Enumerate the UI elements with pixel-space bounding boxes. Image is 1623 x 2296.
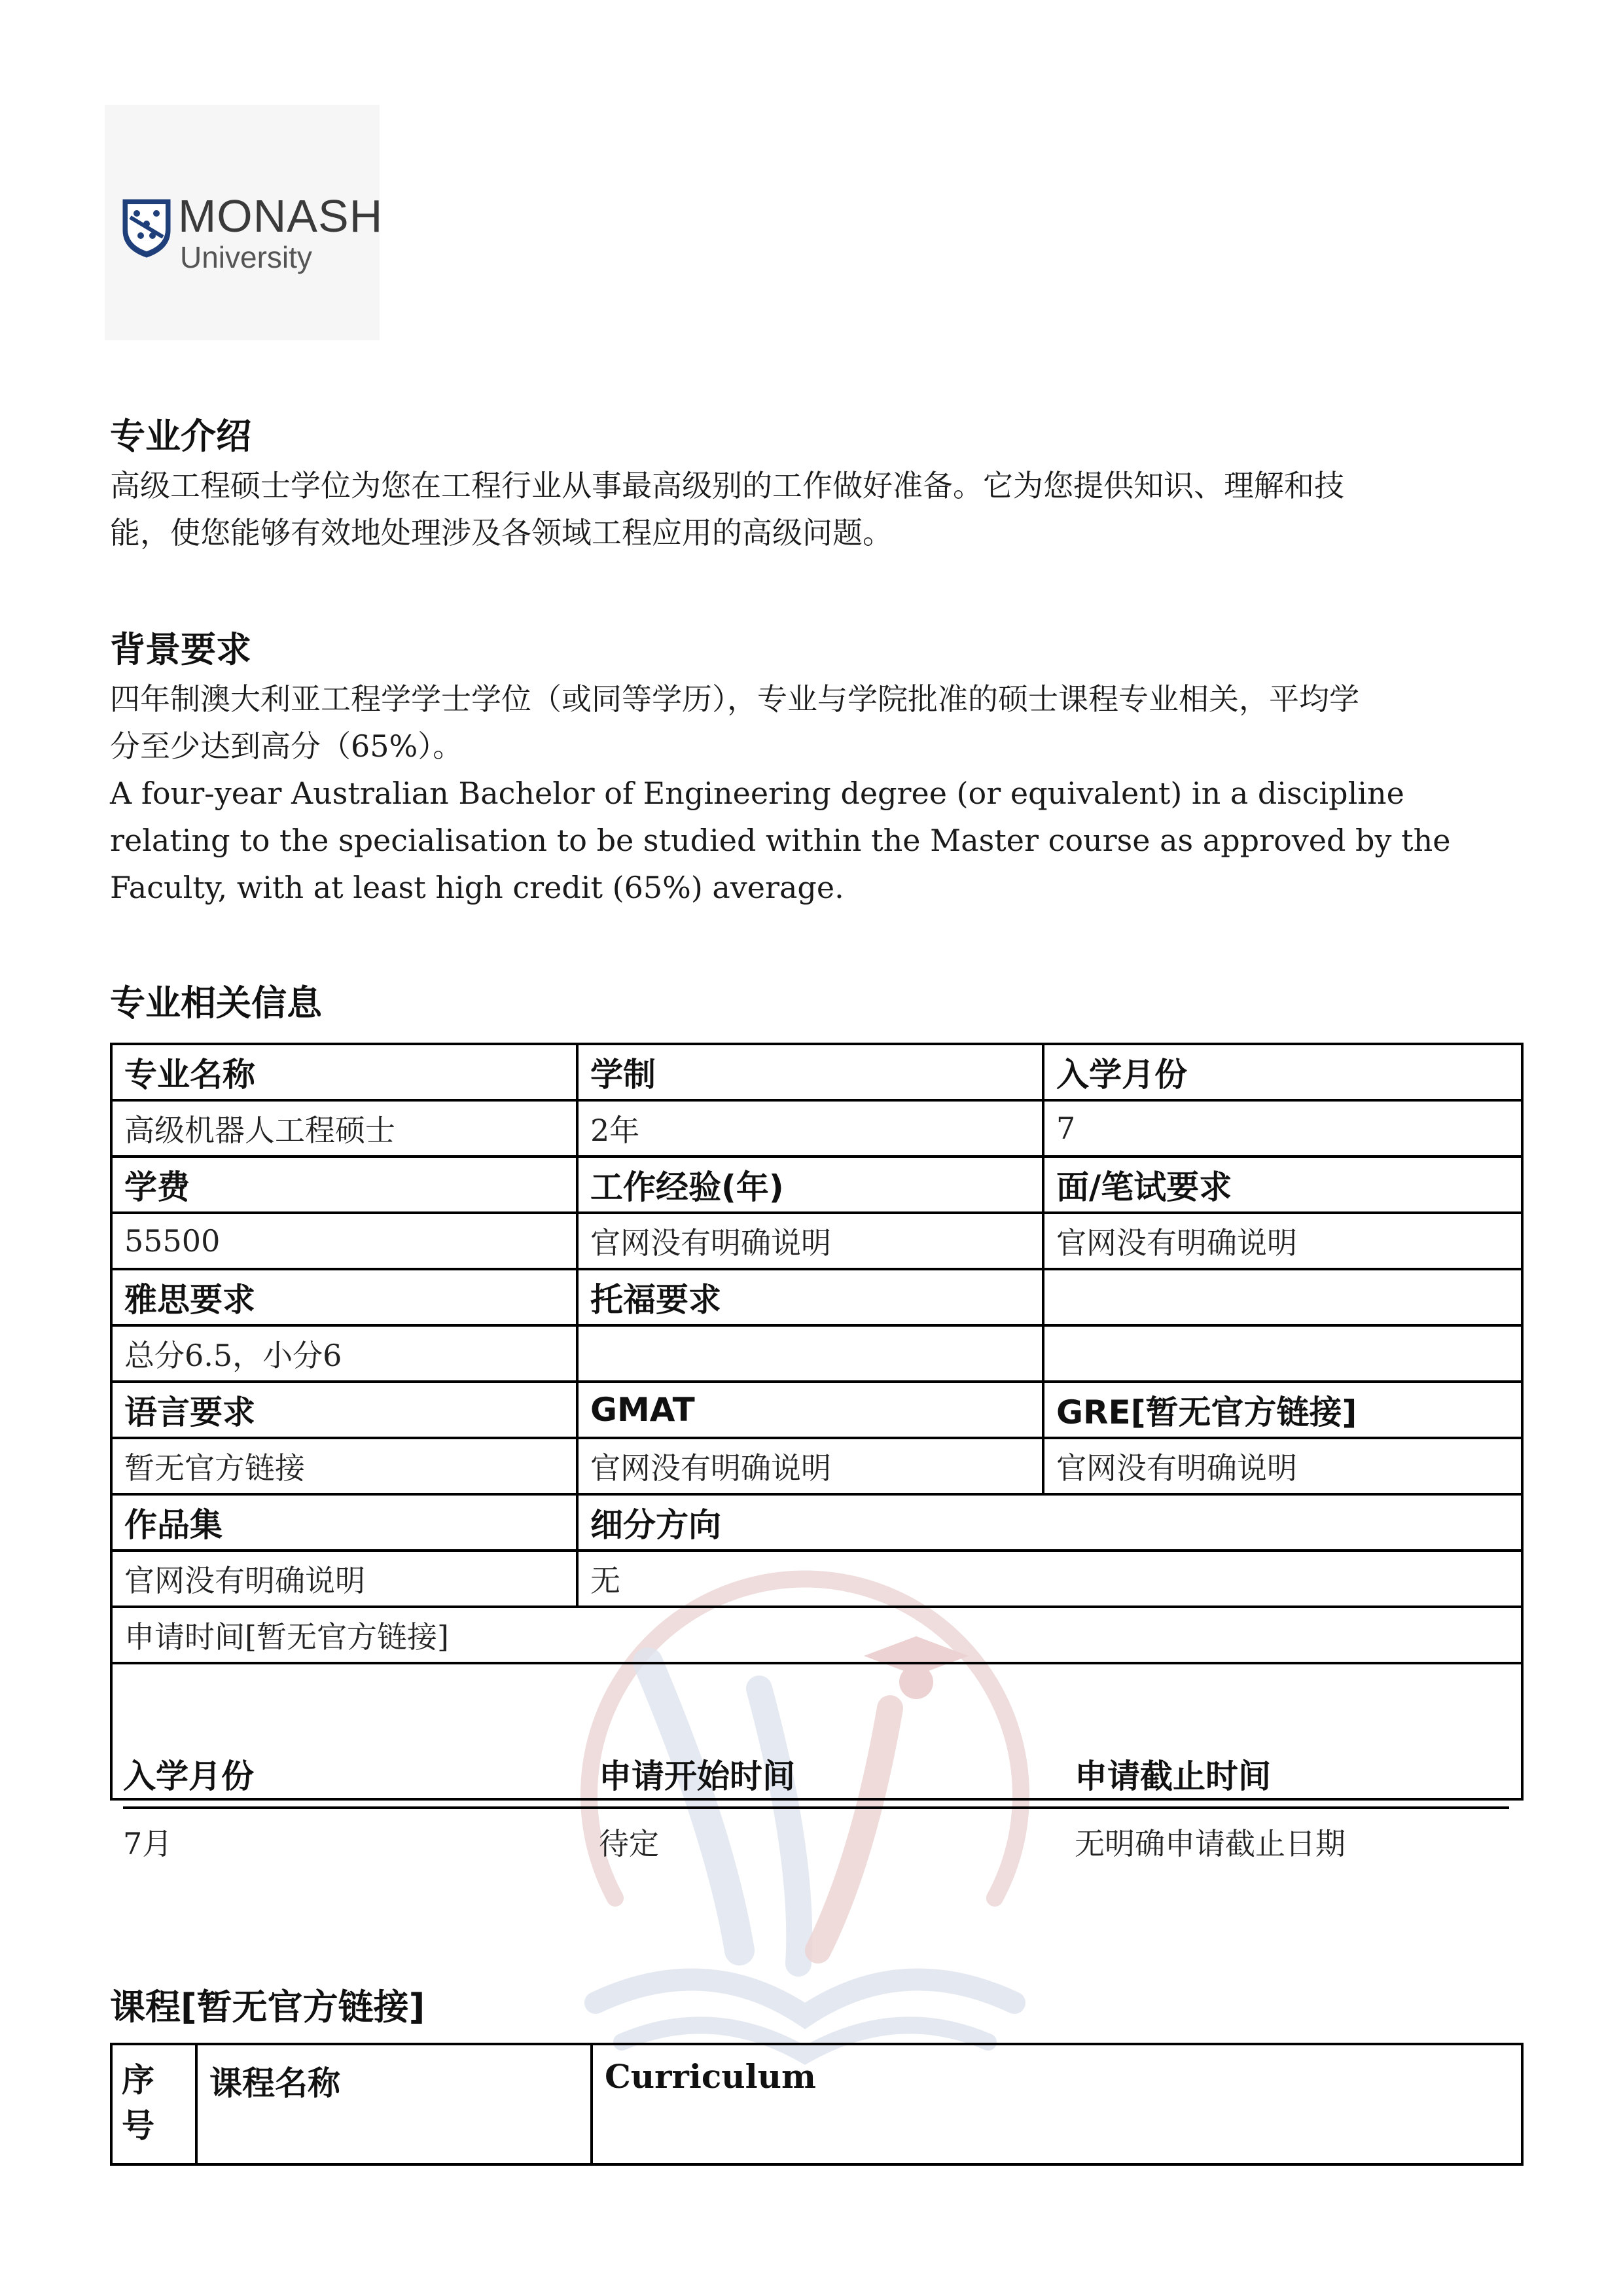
logo-name: MONASH bbox=[178, 190, 383, 242]
table-row bbox=[111, 1044, 1522, 1100]
table-header-cell: 托福要求 bbox=[577, 1269, 1043, 1325]
table-cell: 暂无官方链接 bbox=[111, 1438, 577, 1494]
intro-text bbox=[110, 462, 1517, 556]
application-value-cell: 7月 bbox=[123, 1826, 173, 1861]
table-header-cell: GMAT bbox=[577, 1382, 1043, 1438]
application-header-row bbox=[123, 1741, 1509, 1809]
table-row bbox=[111, 1438, 1522, 1494]
monash-crest-icon bbox=[121, 198, 172, 258]
course-name-header: 课程名称 bbox=[196, 2044, 592, 2164]
table-cell: 高级机器人工程硕士 bbox=[111, 1100, 577, 1157]
application-value-row bbox=[123, 1810, 1509, 1873]
table-row bbox=[111, 1100, 1522, 1157]
direction-value: 无 bbox=[577, 1551, 1522, 1607]
table-header-cell: 面/笔试要求 bbox=[1043, 1157, 1522, 1213]
logo-subname: University bbox=[180, 240, 312, 274]
table-row bbox=[111, 1494, 1522, 1551]
portfolio-label: 作品集 bbox=[111, 1494, 577, 1551]
application-header-cell: 入学月份 bbox=[123, 1757, 254, 1795]
table-cell: 官网没有明确说明 bbox=[1043, 1438, 1522, 1494]
table-header-cell: 雅思要求 bbox=[111, 1269, 577, 1325]
application-header-cell: 申请开始时间 bbox=[599, 1757, 795, 1795]
table-cell: 官网没有明确说明 bbox=[577, 1438, 1043, 1494]
table-cell: 2年 bbox=[577, 1100, 1043, 1157]
table-header-cell bbox=[1043, 1269, 1522, 1325]
table-row bbox=[111, 1551, 1522, 1607]
intro-line: 能，使您能够有效地处理涉及各领域工程应用的高级问题。 bbox=[110, 515, 893, 550]
application-time-label: 申请时间[暂无官方链接] bbox=[111, 1607, 1522, 1663]
background-line: 分至少达到高分（65%）。 bbox=[110, 728, 463, 764]
application-header-cell: 申请截止时间 bbox=[1075, 1757, 1271, 1795]
portfolio-value: 官网没有明确说明 bbox=[111, 1551, 577, 1607]
courses-table bbox=[110, 2043, 1524, 2166]
table-header-cell: GRE[暂无官方链接] bbox=[1043, 1382, 1522, 1438]
table-cell bbox=[577, 1325, 1043, 1382]
background-line: 四年制澳大利亚工程学学士学位（或同等学历），专业与学院批准的硕士课程专业相关，平均学 bbox=[110, 681, 1359, 717]
table-row bbox=[111, 1382, 1522, 1438]
table-header-cell: 工作经验(年) bbox=[577, 1157, 1043, 1213]
table-cell: 官网没有明确说明 bbox=[1043, 1213, 1522, 1269]
table-row bbox=[111, 2044, 1522, 2164]
table-cell bbox=[1043, 1325, 1522, 1382]
table-header-cell: 学费 bbox=[111, 1157, 577, 1213]
table-row bbox=[111, 1157, 1522, 1213]
intro-line: 高级工程硕士学位为您在工程行业从事最高级别的工作做好准备。它为您提供知识、理解和技 bbox=[110, 468, 1344, 503]
table-cell: 7 bbox=[1043, 1100, 1522, 1157]
background-line: relating to the specialisation to be studied within the Master course as approved by the bbox=[110, 823, 1451, 858]
application-value-cell: 无明确申请截止日期 bbox=[1075, 1826, 1346, 1861]
application-value-cell: 待定 bbox=[599, 1826, 659, 1861]
table-row bbox=[111, 1269, 1522, 1325]
background-heading: 背景要求 bbox=[110, 629, 251, 670]
table-header-cell: 语言要求 bbox=[111, 1382, 577, 1438]
table-row bbox=[111, 1213, 1522, 1269]
course-index-header: 序号 bbox=[111, 2044, 196, 2164]
direction-label: 细分方向 bbox=[577, 1494, 1522, 1551]
table-row bbox=[111, 1607, 1522, 1663]
background-line: A four-year Australian Bachelor of Engineering degree (or equivalent) in a discipline bbox=[110, 776, 1404, 811]
table-cell: 55500 bbox=[111, 1213, 577, 1269]
table-row bbox=[111, 1325, 1522, 1382]
background-text bbox=[110, 675, 1517, 911]
curriculum-header: Curriculum bbox=[592, 2044, 1522, 2164]
info-table bbox=[110, 1043, 1524, 1801]
table-header-cell: 学制 bbox=[577, 1044, 1043, 1100]
table-header-cell: 入学月份 bbox=[1043, 1044, 1522, 1100]
table-cell: 总分6.5，小分6 bbox=[111, 1325, 577, 1382]
table-header-cell: 专业名称 bbox=[111, 1044, 577, 1100]
background-line: Faculty, with at least high credit (65%) average. bbox=[110, 870, 844, 905]
intro-heading: 专业介绍 bbox=[110, 416, 251, 457]
info-heading: 专业相关信息 bbox=[110, 982, 322, 1024]
courses-heading: 课程[暂无官方链接] bbox=[110, 1986, 425, 2028]
table-cell: 官网没有明确说明 bbox=[577, 1213, 1043, 1269]
